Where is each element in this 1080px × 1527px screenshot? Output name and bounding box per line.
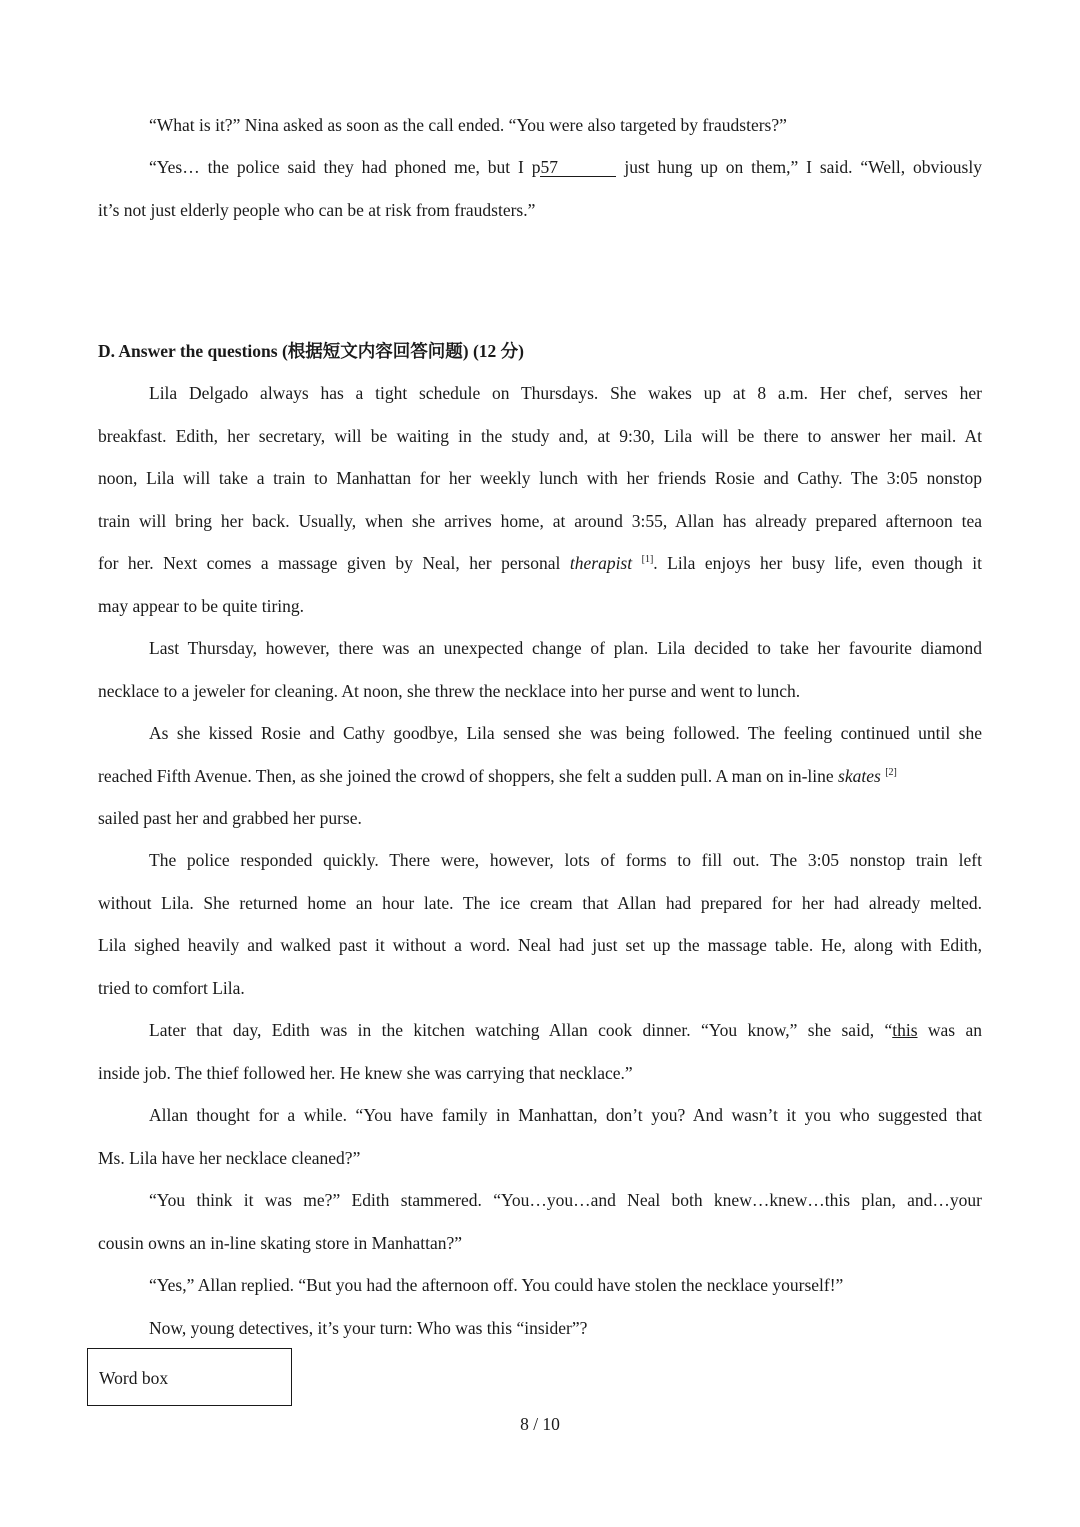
section-heading: D. Answer the questions (根据短文内容回答问题) (12 分) [98,341,524,361]
word-box [87,1348,292,1406]
passage-line: Ms. Lila have her necklace cleaned?” [98,1148,361,1168]
passage-line: Now, young detectives, it’s your turn: Who was this “insider”? [149,1318,588,1338]
text-segment: . Lila enjoys her busy life, even though it [653,553,983,573]
passage-line: breakfast. Edith, her secretary, will be waiting in the study and, at 9:30, Lila will be there to answer her mail. At [98,426,982,446]
passage-line: train will bring her back. Usually, when she arrives home, at around 3:55, Allan has already prepared afternoon tea [98,511,982,531]
answer-blank-57: 57 [540,158,616,177]
passage-line: The police responded quickly. There were, however, lots of forms to fill out. The 3:05 nonstop train left [149,850,982,870]
text-segment: reached Fifth Avenue. Then, as she joined the crowd of shoppers, she felt a sudden pull. A man on in-line [98,766,839,786]
text-segment: for her. Next comes a massage given by Neal, her personal [98,553,570,573]
glossary-term: therapist [569,553,633,573]
passage-line: tried to comfort Lila. [98,978,245,998]
dialogue-line: “What is it?” Nina asked as soon as the call ended. “You were also targeted by fraudsters?” [149,115,787,135]
passage-line [98,764,982,788]
passage-line: noon, Lila will take a train to Manhattan for her weekly lunch with her friends Rosie and Cathy. The 3:05 nonstop [98,468,982,488]
passage-line: As she kissed Rosie and Cathy goodbye, Lila sensed she was being followed. The feeling continued until she [149,723,982,743]
dialogue-line: it’s not just elderly people who can be at risk from fraudsters.” [98,200,536,220]
text-segment: “Yes… the police said they had phoned me, but I p [149,157,541,177]
footnote-marker: [1] [641,554,654,565]
passage-line [98,551,982,575]
passage-line: sailed past her and grabbed her purse. [98,808,362,828]
text-segment: was an [917,1020,983,1040]
passage-line: without Lila. She returned home an hour late. The ice cream that Allan had prepared for her had already melted. [98,893,982,913]
passage-line: Allan thought for a while. “You have family in Manhattan, don’t you? And wasn’t it you who suggested that [149,1105,982,1125]
passage-line: necklace to a jeweler for cleaning. At noon, she threw the necklace into her purse and went to lunch. [98,681,801,701]
passage-line: inside job. The thief followed her. He knew she was carrying that necklace.” [98,1063,633,1083]
dialogue-line-with-blank [149,155,982,179]
passage-line: Last Thursday, however, there was an unexpected change of plan. Lila decided to take her favourite diamond [149,638,982,658]
passage-line [149,1018,982,1042]
passage-line: “Yes,” Allan replied. “But you had the afternoon off. You could have stolen the necklace yourself!” [149,1275,844,1295]
text-segment: just hung up on them,” I said. “Well, obviously [616,157,982,177]
glossary-term: skates [838,766,881,786]
passage-line: “You think it was me?” Edith stammered. “You…you…and Neal both knew…knew…this plan, and…your [149,1190,982,1210]
word-box-label: Word box [99,1368,169,1388]
passage-line: cousin owns an in-line skating store in Manhattan?” [98,1233,463,1253]
underlined-word: this [892,1020,918,1040]
page-number: 8 / 10 [520,1414,560,1434]
passage-line: Lila Delgado always has a tight schedule on Thursdays. She wakes up at 8 a.m. Her chef, serves her [149,383,982,403]
text-segment: Later that day, Edith was in the kitchen watching Allan cook dinner. “You know,” she said, “ [149,1020,893,1040]
passage-line: may appear to be quite tiring. [98,596,305,616]
passage-line: Lila sighed heavily and walked past it without a word. Neal had just set up the massage table. He, along with Edith, [98,935,982,955]
footnote-marker: [2] [885,767,897,778]
